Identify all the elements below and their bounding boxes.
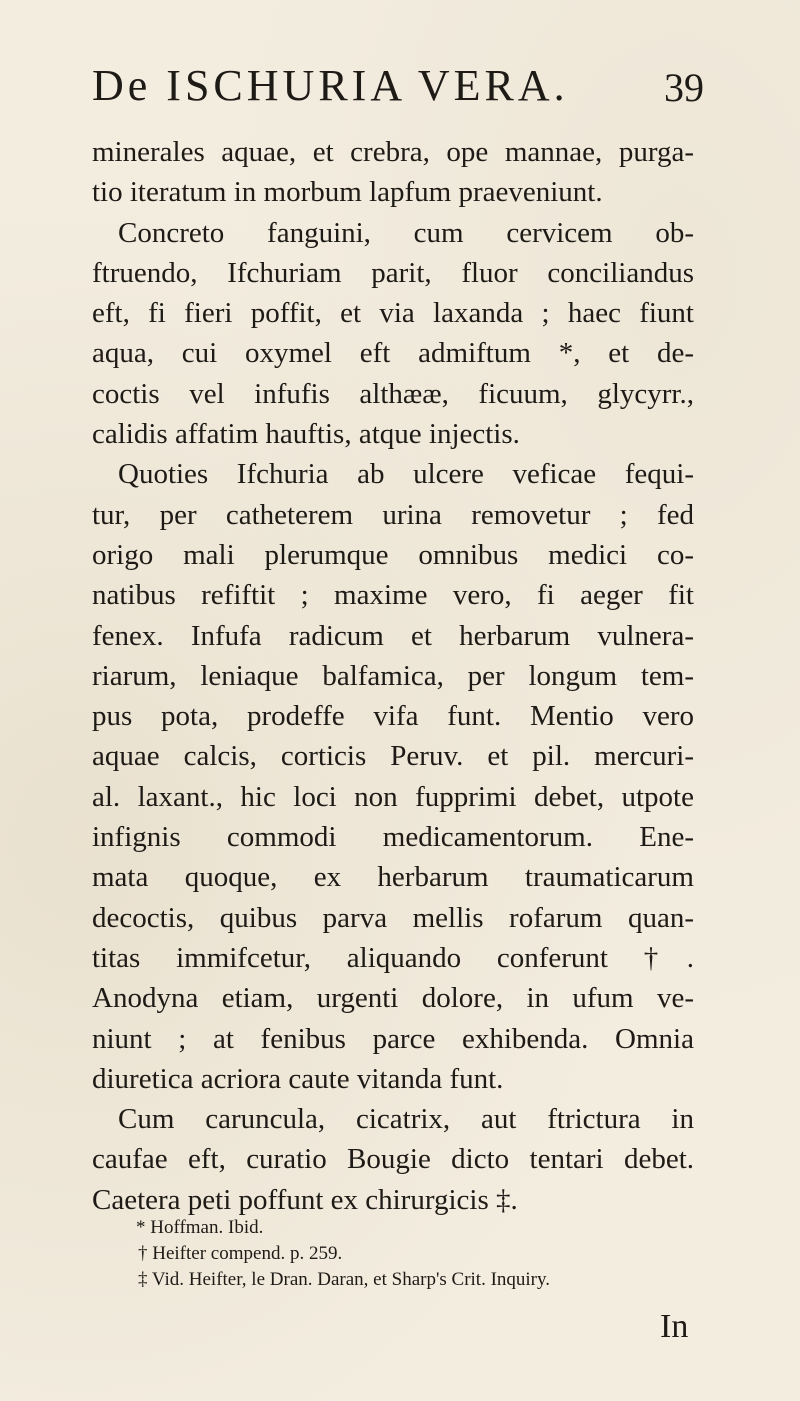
footnote: * Hoffman. Ibid.	[136, 1217, 264, 1238]
text-line: aqua, cui oxymel eft admiftum *, et de-	[92, 337, 694, 370]
text-line: diuretica acriora caute vitanda funt.	[92, 1062, 504, 1095]
paragraph-start-line: Cum caruncula, cicatrix, aut ftrictura in	[118, 1103, 694, 1136]
text-line: tio iteratum in morbum lapfum praeveniunt.	[92, 176, 603, 209]
text-line: al. laxant., hic loci non fupprimi debet, utpote	[92, 780, 694, 813]
text-line: origo mali plerumque omnibus medici co-	[92, 538, 694, 571]
footnote: † Heifter compend. p. 259.	[138, 1243, 343, 1264]
footnotes	[126, 1215, 706, 1293]
text-line: niunt ; at fenibus parce exhibenda. Omnia	[92, 1022, 694, 1055]
text-line: riarum, leniaque balfamica, per longum tem-	[92, 659, 694, 692]
body-text	[92, 132, 694, 1220]
text-line: minerales aquae, et crebra, ope mannae, purga-	[92, 136, 694, 168]
text-line: ftruendo, Ifchuriam parit, fluor conciliandus	[92, 256, 694, 289]
text-line: caufae eft, curatio Bougie dicto tentari debet.	[92, 1143, 694, 1176]
text-line: titas immifcetur, aliquando conferunt †.	[92, 941, 694, 974]
text-line: natibus refiftit ; maxime vero, fi aeger fit	[92, 579, 694, 612]
text-line: infignis commodi medicamentorum. Ene-	[92, 821, 694, 854]
text-line: fenex. Infufa radicum et herbarum vulnera-	[92, 619, 694, 652]
paragraph-start-line: Concreto fanguini, cum cervicem ob-	[118, 216, 694, 249]
page-number: 39	[664, 65, 704, 110]
text-line: decoctis, quibus parva mellis rofarum quan-	[92, 901, 694, 934]
text-line: Anodyna etiam, urgenti dolore, in ufum ve-	[92, 982, 694, 1015]
paragraph-start-line: Quoties Ifchuria ab ulcere veficae fequi-	[118, 458, 694, 491]
text-line: Caetera peti poffunt ex chirurgicis ‡.	[92, 1183, 518, 1216]
text-line: eft, fi fieri poffit, et via laxanda ; haec fiunt	[92, 297, 694, 330]
text-line: aquae calcis, corticis Peruv. et pil. mercuri-	[92, 740, 694, 773]
text-line: pus pota, prodeffe vifa funt. Mentio vero	[92, 700, 694, 733]
text-line: coctis vel infufis althææ, ficuum, glycyrr.,	[92, 377, 694, 410]
text-line: mata quoque, ex herbarum traumaticarum	[92, 861, 694, 894]
text-line: calidis affatim hauftis, atque injectis.	[92, 418, 520, 451]
text-line: tur, per catheterem urina removetur ; fed	[92, 498, 694, 531]
footnote: ‡ Vid. Heifter, le Dran. Daran, et Sharp's Crit. Inquiry.	[138, 1269, 551, 1290]
running-header: De ISCHURIA VERA.	[92, 61, 569, 110]
catchword: In	[660, 1308, 689, 1345]
